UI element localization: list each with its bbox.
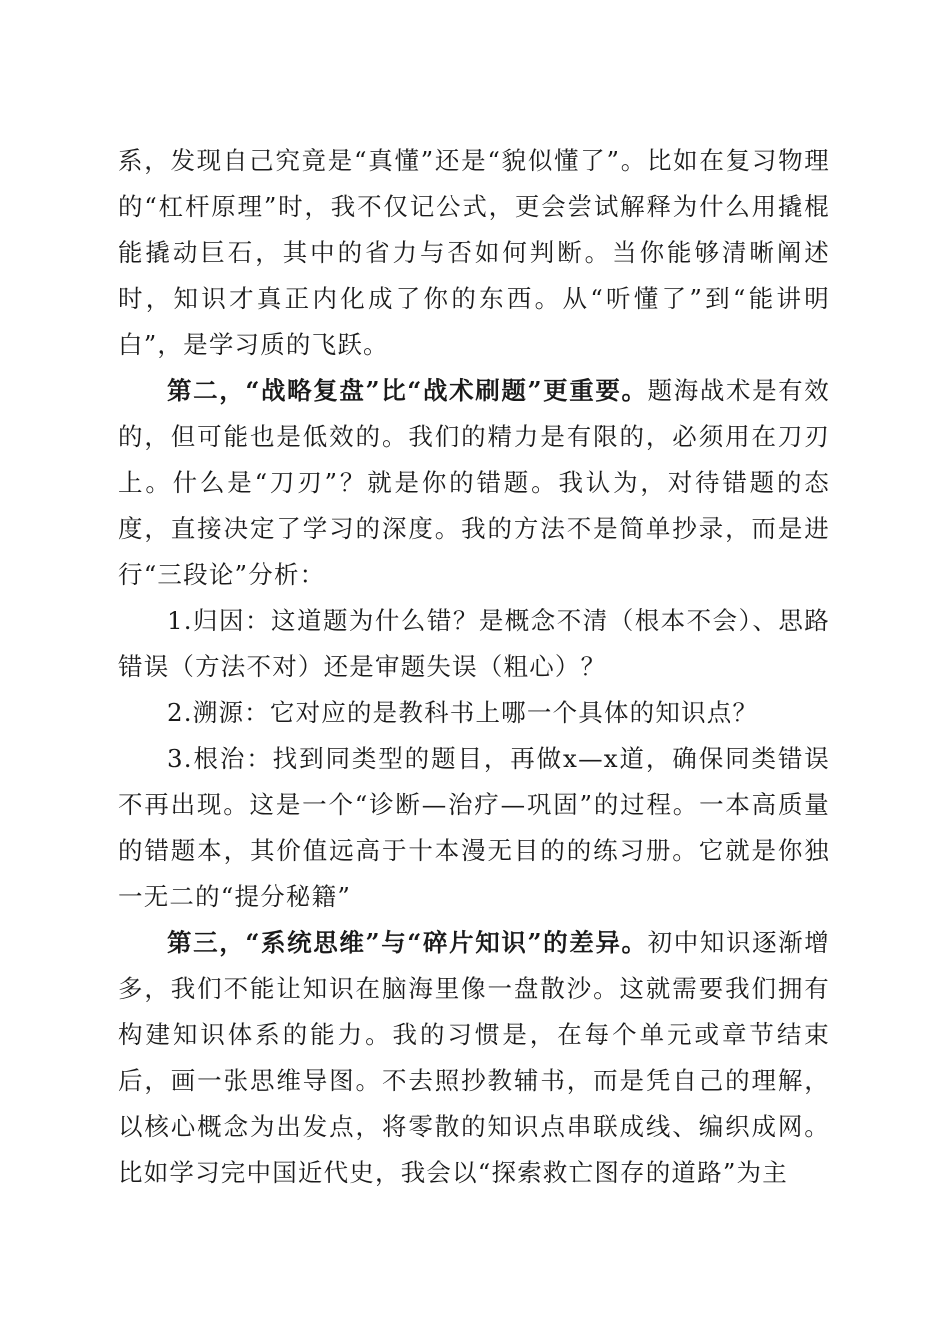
list-item-cure (118, 736, 830, 920)
list-item-text: 2.溯源：它对应的是教科书上哪一个具体的知识点？ (167, 698, 759, 727)
document-body (118, 138, 830, 1196)
list-item-text: 3.根治：找到同类型的题目，再做x—x道，确保同类错误不再出现。这是一个“诊断—治疗—巩固”的过程。一本高质量的错题本，其价值远高于十本漫无目的的练习册。它就是你独一无二的“提分秘籍” (118, 744, 830, 911)
paragraph-text: 系，发现自己究竟是“真懂”还是“貌似懂了”。比如在复习物理的“杠杆原理”时，我不仅记公式，更会尝试解释为什么用撬棍能撬动巨石，其中的省力与否如何判断。当你能够清晰阐述时，知识才真正内化成了你的东西。从“听懂了”到“能讲明白”，是学习质的飞跃。 (118, 146, 830, 359)
list-item-tracing (118, 690, 830, 736)
paragraph-text: 题海战术是有效的，但可能也是低效的。我们的精力是有限的，必须用在刀刃上。什么是“刀刃”？就是你的错题。我认为，对待错题的态度，直接决定了学习的深度。我的方法不是简单抄录，而是进行“三段论”分析： (118, 376, 830, 589)
paragraph-heading: 第三，“系统思维”与“碎片知识”的差异。 (167, 928, 648, 957)
paragraph-strategic-review (118, 368, 830, 598)
paragraph-text: 初中知识逐渐增多，我们不能让知识在脑海里像一盘散沙。这就需要我们拥有构建知识体系的能力。我的习惯是，在每个单元或章节结束后，画一张思维导图。不去照抄教辅书，而是凭自己的理解，以核心概念为出发点，将零散的知识点串联成线、编织成网。比如学习完中国近代史，我会以“探索救亡图存的道路”为主 (118, 928, 830, 1187)
paragraph-heading: 第二，“战略复盘”比“战术刷题”更重要。 (167, 376, 648, 405)
paragraph-systems-thinking (118, 920, 830, 1196)
paragraph-continuation (118, 138, 830, 368)
list-item-text: 1.归因：这道题为什么错？是概念不清（根本不会）、思路错误（方法不对）还是审题失误（粗心）？ (118, 606, 830, 681)
list-item-attribution (118, 598, 830, 690)
